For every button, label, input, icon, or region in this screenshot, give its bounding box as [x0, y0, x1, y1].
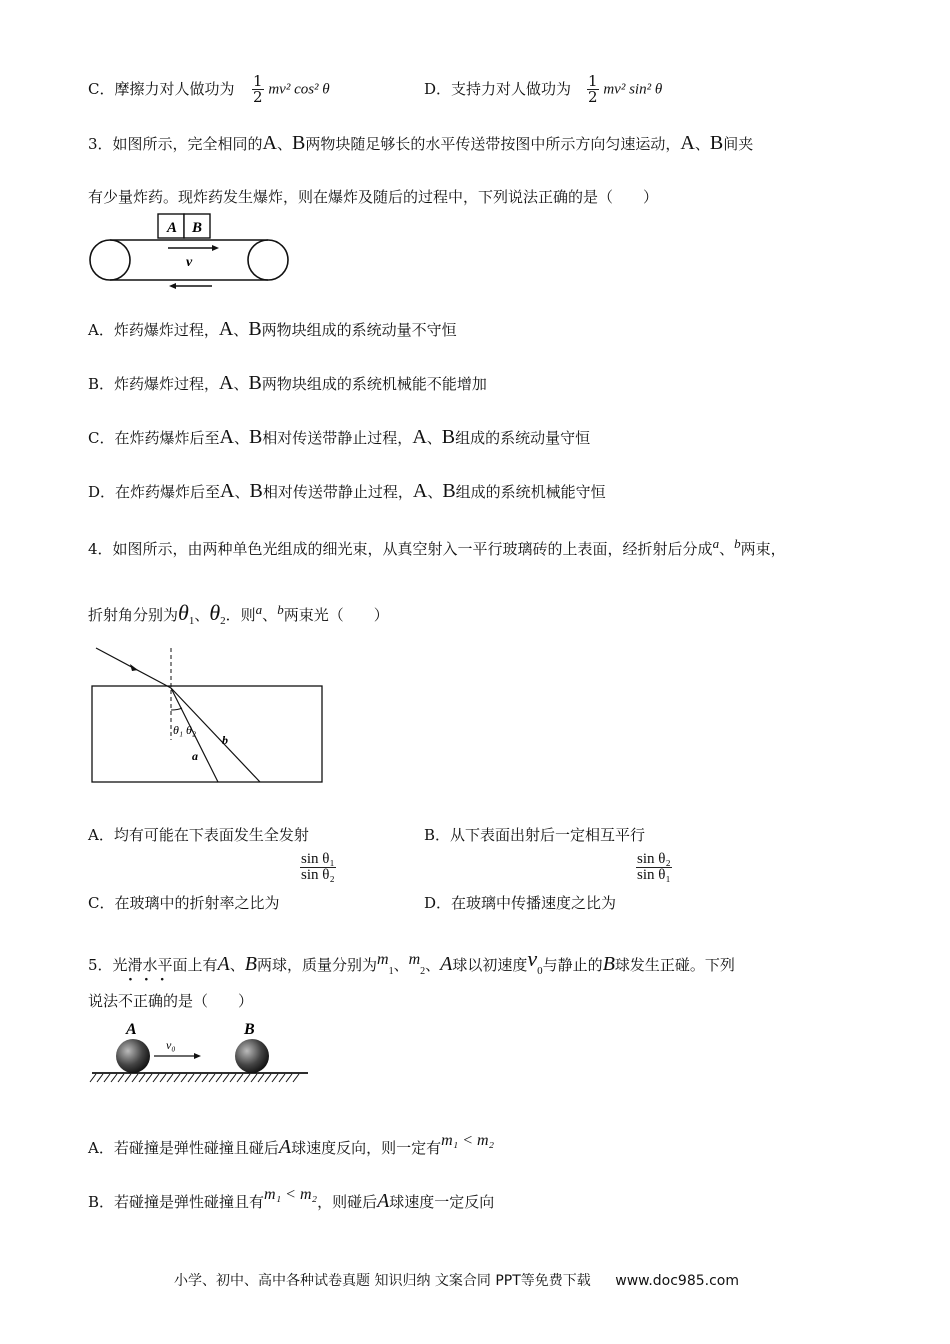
q5-option-a: A．若碰撞是弹性碰撞且碰后A球速度反向，则一定有m₁ < m₂ [88, 1132, 495, 1158]
q4-option-a: A．均有可能在下表面发生全发射 [88, 826, 309, 844]
ball-b-label: B [244, 1021, 255, 1038]
q4-glass-figure [88, 644, 328, 786]
ground-hatch [195, 1074, 201, 1082]
ground-hatch [216, 1074, 222, 1082]
block-b-label: B [192, 220, 203, 236]
block-a-label: A [167, 220, 178, 236]
ground-hatch [265, 1074, 271, 1082]
q4-stem-line2: 折射角分别为$\theta_1$、$\theta_2$．则a、b两束光（ ） [88, 600, 389, 627]
q2-option-c [88, 78, 235, 99]
q5-collision-figure [88, 1018, 312, 1088]
ground-hatch [237, 1074, 243, 1082]
q3-conveyor-figure [88, 212, 298, 294]
ball-b [235, 1039, 269, 1073]
glass-block [92, 686, 322, 782]
q5-stem-line2: 说法不正确的是（ ） [88, 992, 254, 1010]
ground-hatch [132, 1074, 138, 1082]
ground-hatch [251, 1074, 257, 1082]
ground-hatch [209, 1074, 215, 1082]
q5-option-b: B．若碰撞是弹性碰撞且有m₁ < m₂，则碰后A球速度一定反向 [88, 1186, 495, 1212]
ground-hatch [90, 1074, 96, 1082]
q2-option-d [424, 78, 571, 99]
ground-hatch [153, 1074, 159, 1082]
footer-text: 小学、初中、高中各种试卷真题 知识归纳 文案合同 PPT等免费下载 [174, 1273, 591, 1289]
theta2-label: θ₂ [186, 723, 197, 737]
v0-label: v₀ [166, 1038, 176, 1052]
q4-option-c: C．在玻璃中的折射率之比为 [88, 894, 280, 912]
ground-hatch [104, 1074, 110, 1082]
footer-url[interactable]: www.doc985.com [615, 1273, 739, 1289]
ground-hatch [244, 1074, 250, 1082]
right-pulley [248, 240, 288, 280]
ray-a-label: a [192, 749, 198, 763]
q4-option-c-fraction: $\frac{\text{sin θ₁}}{\text{sin θ₂}}$ [301, 851, 335, 883]
ground-hatch [118, 1074, 124, 1082]
q4-option-d-fraction: $\frac{\text{sin θ₂}}{\text{sin θ₁}}$ [637, 851, 671, 883]
ground-hatch [293, 1074, 299, 1082]
q2-d-text: 支持力对人做功为 [451, 80, 572, 98]
q4-option-d: D．在玻璃中传播速度之比为 [424, 894, 617, 912]
q3-option-c: C．在炸药爆炸后至A、B相对传送带静止过程，A、B组成的系统动量守恒 [88, 426, 591, 448]
ground-hatch [167, 1074, 173, 1082]
q2-c-label: C． [88, 80, 115, 98]
q4-stem-line1: 4．如图所示，由两种单色光组成的细光束，从真空射入一平行玻璃砖的上表面，经折射后分成a、b两束， [88, 536, 786, 558]
ground-hatch [223, 1074, 229, 1082]
theta1-label: θ₁ [173, 723, 184, 737]
ground-hatch [125, 1074, 131, 1082]
q3-stem-line2: 有少量炸药。现炸药发生爆炸，则在爆炸及随后的过程中，下列说法正确的是（ ） [88, 188, 659, 206]
velocity-label: v [186, 255, 193, 270]
ground-hatch [146, 1074, 152, 1082]
ball-a-label: A [126, 1021, 137, 1038]
q3-stem-line1: 3．如图所示，完全相同的A、B两物块随足够长的水平传送带按图中所示方向匀速运动，A、B间夹 [88, 132, 754, 154]
q5-stem-line1: 5．光滑水平面上有A、B两球，质量分别为$m_1$、$m_2$、A球以初速度$v_0$与静止的B球发生正碰。下列 [88, 946, 735, 977]
ground-hatch [111, 1074, 117, 1082]
q2-d-label: D． [424, 80, 452, 98]
ground-hatch [258, 1074, 264, 1082]
q3-option-a: A．炸药爆炸过程，A、B两物块组成的系统动量不守恒 [88, 318, 457, 340]
left-pulley [90, 240, 130, 280]
q2-d-fraction: $\frac{1}{2}$ [588, 72, 598, 106]
ground-hatch [286, 1074, 292, 1082]
q2-d-expression: mv² sin² θ [603, 81, 663, 98]
ball-a [116, 1039, 150, 1073]
q2-d-formula [587, 74, 662, 105]
ray-b-label: b [222, 733, 228, 747]
q3-option-b: B．炸药爆炸过程，A、B两物块组成的系统机械能不能增加 [88, 372, 487, 394]
q2-c-expression: mv² cos² θ [268, 81, 330, 98]
ground-hatch [202, 1074, 208, 1082]
ground-hatch [272, 1074, 278, 1082]
ground-hatch [160, 1074, 166, 1082]
q5-emphasis-dots: ··· [128, 972, 176, 988]
ground-hatch [97, 1074, 103, 1082]
ground-hatch [181, 1074, 187, 1082]
q3-option-d: D．在炸药爆炸后至A、B相对传送带静止过程，A、B组成的系统机械能守恒 [88, 480, 606, 502]
q2-c-formula [252, 74, 330, 105]
ground-hatch [139, 1074, 145, 1082]
q2-c-text: 摩擦力对人做功为 [114, 80, 235, 98]
footer [174, 1270, 739, 1290]
q4-option-b: B．从下表面出射后一定相互平行 [424, 826, 646, 844]
q2-c-fraction: $\frac{1}{2}$ [253, 72, 263, 106]
ground-hatch [230, 1074, 236, 1082]
ground-hatch [279, 1074, 285, 1082]
ground-hatch [174, 1074, 180, 1082]
ground-hatch [188, 1074, 194, 1082]
